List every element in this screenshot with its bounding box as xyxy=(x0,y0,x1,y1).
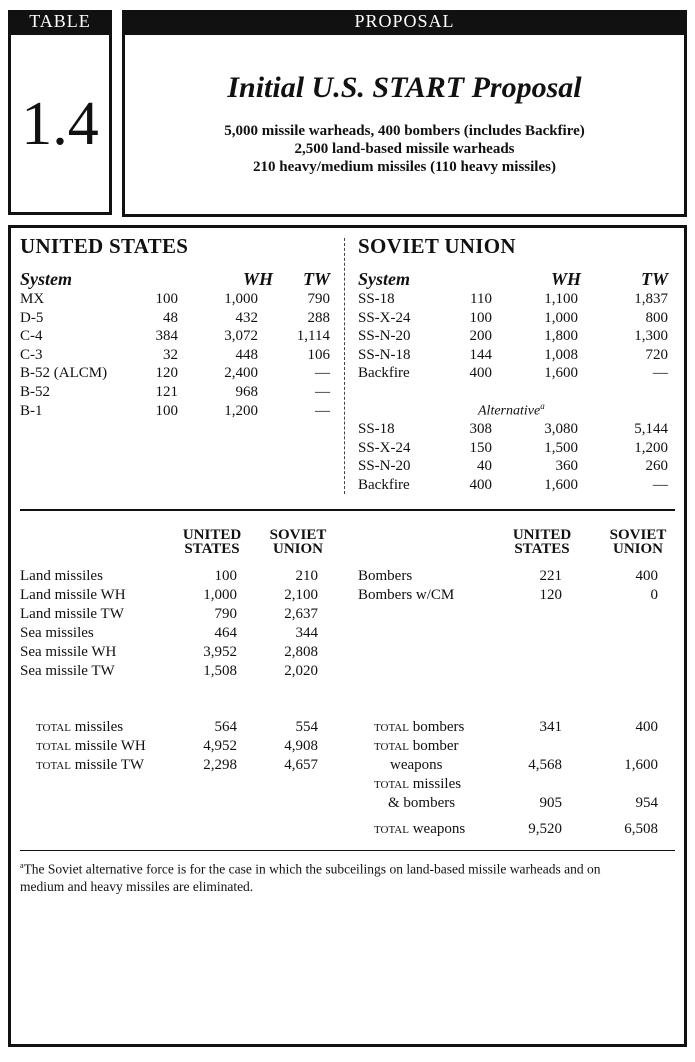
soviet-alt-system-tw: — xyxy=(653,476,668,493)
us-system-wh: 3,072 xyxy=(224,328,258,345)
summary-left-us: 100 xyxy=(214,568,237,584)
us-system-count: 32 xyxy=(163,346,178,363)
summary-left-su: 2,020 xyxy=(284,663,318,679)
soviet-alt-system-wh: 3,080 xyxy=(544,421,578,437)
us-system-count: 48 xyxy=(163,309,178,326)
us-system-system: MX xyxy=(20,291,45,307)
us-system-count: 120 xyxy=(155,365,178,382)
footnote-line-1-text: The Soviet alternative force is for the case in which the subceilings on land-based missile warheads and on xyxy=(23,861,601,877)
soviet-heading: SOVIET UNION xyxy=(358,234,516,258)
summary-left-us: 1,508 xyxy=(203,663,237,679)
soviet-col-tw: TW xyxy=(641,269,668,289)
total-word: total xyxy=(36,757,71,773)
summary-left-row xyxy=(20,643,330,662)
summary-left-us: 464 xyxy=(214,625,237,641)
us-system-count: 100 xyxy=(155,402,178,419)
total-bomber-weapons-label-1 xyxy=(374,737,459,756)
summary-left-total-su: 554 xyxy=(295,719,318,735)
us-system-wh: 448 xyxy=(235,346,258,363)
summary-left-su: 344 xyxy=(295,625,318,641)
total-missiles-bombers-us: 905 xyxy=(539,795,562,811)
soviet-system-wh: 1,600 xyxy=(544,365,578,382)
total-weapons-row xyxy=(374,820,658,839)
soviet-system-system: Backfire xyxy=(358,365,410,382)
summary-left-su: 2,100 xyxy=(284,587,318,603)
us-system-tw: 1,114 xyxy=(296,328,330,345)
summary-left-su-header xyxy=(258,528,338,556)
subtitle-line-3: 210 heavy/medium missiles (110 heavy missiles) xyxy=(253,159,556,175)
total-word: total xyxy=(36,719,71,735)
total-weapons-us: 9,520 xyxy=(528,821,562,837)
summary-left-total-label-text: missile WH xyxy=(74,738,146,754)
summary-left-us: 1,000 xyxy=(203,587,237,603)
soviet-system-tw: 1,837 xyxy=(634,291,668,307)
total-bombers-row xyxy=(374,718,658,737)
summary-left-total-row xyxy=(36,756,330,775)
summary-left-total-label-text: missile TW xyxy=(74,757,145,773)
soviet-system-system: SS-18 xyxy=(358,291,395,307)
total-missiles-bombers-su: 954 xyxy=(635,795,658,811)
soviet-col-system: System xyxy=(358,269,410,289)
summary-right-su: 400 xyxy=(635,568,658,584)
total-word: total xyxy=(374,719,409,735)
footnote-line-1 xyxy=(20,857,675,878)
summary-left-us-header-2: STATES xyxy=(184,541,240,557)
table-number-box xyxy=(8,32,112,215)
summary-left-total-label-text: missiles xyxy=(74,719,124,735)
total-weapons-label xyxy=(374,820,465,839)
us-system-wh: 1,000 xyxy=(224,291,258,307)
total-bombers-label-text: bombers xyxy=(412,719,465,735)
us-system-system: C-4 xyxy=(20,328,43,345)
soviet-system-tw: — xyxy=(653,365,668,382)
soviet-alt-system-tw: 260 xyxy=(645,458,668,475)
soviet-alt-system-system: SS-X-24 xyxy=(358,439,411,456)
us-system-row xyxy=(20,346,330,365)
total-bomber-weapons-row-2 xyxy=(374,756,658,775)
soviet-system-count: 100 xyxy=(469,309,492,326)
summary-left-label: Sea missile WH xyxy=(20,644,117,660)
summary-left-us-header-1: UNITED xyxy=(182,527,242,543)
proposal-box xyxy=(122,32,687,217)
summary-left-row xyxy=(20,586,330,605)
column-divider xyxy=(344,238,345,494)
soviet-column-headers xyxy=(358,270,668,292)
soviet-system-row xyxy=(358,327,668,346)
total-missiles-bombers-row-2 xyxy=(374,794,658,813)
summary-left-row xyxy=(20,567,330,586)
alternative-label xyxy=(478,401,545,420)
summary-right-su-header-1: SOVIET xyxy=(609,527,667,543)
soviet-system-row xyxy=(358,346,668,365)
page-title: Initial U.S. START Proposal xyxy=(227,71,582,104)
summary-right-row xyxy=(358,586,668,605)
us-system-count: 100 xyxy=(155,291,178,307)
us-system-tw: 106 xyxy=(307,346,330,363)
soviet-alt-system-system: SS-18 xyxy=(358,421,395,437)
soviet-alt-system-count: 40 xyxy=(477,458,492,475)
us-system-row xyxy=(20,364,330,383)
total-missiles-bombers-label-2: & bombers xyxy=(388,795,456,811)
total-bombers-us: 341 xyxy=(539,719,562,735)
us-system-system: B-52 (ALCM) xyxy=(20,365,108,382)
summary-left-label: Land missile WH xyxy=(20,587,126,603)
us-system-row xyxy=(20,290,330,309)
soviet-system-count: 110 xyxy=(470,291,492,307)
summary-left-su: 2,808 xyxy=(284,644,318,660)
us-system-row xyxy=(20,383,330,402)
us-system-count: 121 xyxy=(155,384,178,400)
total-word: total xyxy=(36,738,71,754)
soviet-system-wh: 1,000 xyxy=(544,309,578,326)
summary-left-row xyxy=(20,605,330,624)
soviet-system-count: 400 xyxy=(469,365,492,382)
soviet-system-system: SS-N-20 xyxy=(358,328,411,345)
summary-left-row xyxy=(20,624,330,643)
total-missiles-bombers-label-1-text: missiles xyxy=(412,776,462,792)
total-bomber-weapons-label-1-text: bomber xyxy=(412,738,459,754)
summary-right-label: Bombers xyxy=(358,568,413,584)
us-system-tw: — xyxy=(315,384,330,400)
us-system-tw: 288 xyxy=(307,309,330,326)
soviet-system-wh: 1,008 xyxy=(544,346,578,363)
us-col-wh: WH xyxy=(242,269,273,289)
summary-left-label: Land missiles xyxy=(20,568,103,584)
soviet-alt-system-tw: 1,200 xyxy=(634,439,668,456)
summary-right-us-header-2: STATES xyxy=(514,541,570,557)
section-rule xyxy=(20,509,675,511)
summary-right-us-header xyxy=(500,528,584,556)
summary-left-total-label xyxy=(36,756,144,775)
summary-left-total-us: 2,298 xyxy=(203,757,237,773)
soviet-alt-system-system: Backfire xyxy=(358,476,410,493)
us-system-row xyxy=(20,327,330,346)
us-system-row xyxy=(20,309,330,328)
us-system-system: B-1 xyxy=(20,402,43,419)
summary-left-us-header xyxy=(172,528,252,556)
us-system-wh: 1,200 xyxy=(224,402,258,419)
summary-left-su: 2,637 xyxy=(284,606,318,622)
summary-right-su-header-2: UNION xyxy=(612,541,663,557)
soviet-system-count: 200 xyxy=(469,328,492,345)
soviet-alt-system-system: SS-N-20 xyxy=(358,458,411,475)
summary-left-total-label xyxy=(36,718,123,737)
summary-left-label: Sea missiles xyxy=(20,625,94,641)
summary-right-us: 221 xyxy=(539,568,562,584)
alternative-footnote-marker: a xyxy=(540,401,545,411)
soviet-alt-system-wh: 360 xyxy=(555,458,578,475)
proposal-label: PROPOSAL xyxy=(122,10,687,32)
soviet-system-row xyxy=(358,290,668,309)
footnote-line-2: medium and heavy missiles are eliminated. xyxy=(20,878,254,894)
soviet-system-tw: 720 xyxy=(645,346,668,363)
soviet-alt-system-count: 308 xyxy=(469,421,492,437)
soviet-alt-system-count: 150 xyxy=(469,439,492,456)
summary-right-su: 0 xyxy=(650,587,658,603)
us-system-row xyxy=(20,402,330,421)
total-word: total xyxy=(374,776,409,792)
summary-left-total-row xyxy=(36,737,330,756)
us-system-system: C-3 xyxy=(20,346,43,363)
us-system-count: 384 xyxy=(155,328,178,345)
soviet-alt-system-wh: 1,500 xyxy=(544,439,578,456)
soviet-alt-system-row xyxy=(358,420,668,439)
soviet-alt-system-wh: 1,600 xyxy=(544,476,578,493)
summary-left-total-row xyxy=(36,718,330,737)
us-heading: UNITED STATES xyxy=(20,234,189,258)
summary-left-total-label xyxy=(36,737,146,756)
summary-left-total-us: 4,952 xyxy=(203,738,237,754)
total-bomber-weapons-row-1 xyxy=(374,737,658,756)
soviet-system-row xyxy=(358,364,668,383)
total-word: total xyxy=(374,821,409,837)
total-word: total xyxy=(374,738,409,754)
summary-left-su-header-2: UNION xyxy=(272,541,323,557)
table-label: TABLE xyxy=(8,10,112,32)
total-bomber-weapons-us: 4,568 xyxy=(528,757,562,773)
footnote-rule xyxy=(20,850,675,851)
us-column-headers xyxy=(20,270,330,292)
summary-left-label: Land missile TW xyxy=(20,606,124,622)
summary-right-su-header xyxy=(600,528,676,556)
total-bombers-su: 400 xyxy=(635,719,658,735)
us-col-tw: TW xyxy=(303,269,330,289)
soviet-alt-system-row xyxy=(358,476,668,495)
soviet-system-system: SS-X-24 xyxy=(358,309,411,326)
summary-left-total-us: 564 xyxy=(214,719,237,735)
soviet-alt-system-row xyxy=(358,457,668,476)
summary-right-label: Bombers w/CM xyxy=(358,587,455,603)
us-system-tw: — xyxy=(315,365,330,382)
us-system-system: B-52 xyxy=(20,384,50,400)
soviet-system-system: SS-N-18 xyxy=(358,346,411,363)
summary-left-row xyxy=(20,662,330,681)
soviet-alt-system-row xyxy=(358,439,668,458)
soviet-system-tw: 1,300 xyxy=(634,328,668,345)
summary-left-label: Sea missile TW xyxy=(20,663,115,679)
total-missiles-bombers-row-1 xyxy=(374,775,658,794)
soviet-col-wh: WH xyxy=(550,269,581,289)
table-number: 1.4 xyxy=(21,90,99,158)
soviet-alt-system-tw: 5,144 xyxy=(634,421,668,437)
soviet-system-wh: 1,800 xyxy=(544,328,578,345)
us-system-tw: 790 xyxy=(307,291,330,307)
footnote-marker: a xyxy=(20,861,24,870)
soviet-alt-system-count: 400 xyxy=(469,476,492,493)
total-bombers-label xyxy=(374,718,464,737)
soviet-system-count: 144 xyxy=(469,346,492,363)
total-bomber-weapons-label-2: weapons xyxy=(390,757,443,773)
summary-left-total-su: 4,908 xyxy=(284,738,318,754)
soviet-system-row xyxy=(358,309,668,328)
summary-left-su: 210 xyxy=(295,568,318,584)
soviet-system-wh: 1,100 xyxy=(544,291,578,307)
total-bomber-weapons-su: 1,600 xyxy=(624,757,658,773)
us-system-wh: 968 xyxy=(235,384,258,400)
summary-left-us: 790 xyxy=(214,606,237,622)
subtitle-line-2: 2,500 land-based missile warheads xyxy=(294,141,515,157)
summary-right-us: 120 xyxy=(539,587,562,603)
us-system-wh: 432 xyxy=(235,309,258,326)
summary-right-us-header-1: UNITED xyxy=(512,527,572,543)
footnote xyxy=(20,857,675,895)
us-system-wh: 2,400 xyxy=(224,365,258,382)
summary-left-total-su: 4,657 xyxy=(284,757,318,773)
alternative-label-text: Alternative xyxy=(478,403,541,419)
total-weapons-label-text: weapons xyxy=(412,821,466,837)
total-missiles-bombers-label-1 xyxy=(374,775,461,794)
soviet-system-tw: 800 xyxy=(645,309,668,326)
us-system-system: D-5 xyxy=(20,309,44,326)
us-col-system: System xyxy=(20,269,72,289)
summary-right-row xyxy=(358,567,668,586)
total-weapons-su: 6,508 xyxy=(624,821,658,837)
summary-left-us: 3,952 xyxy=(203,644,237,660)
summary-left-su-header-1: SOVIET xyxy=(269,527,327,543)
subtitle-line-1: 5,000 missile warheads, 400 bombers (includes Backfire) xyxy=(224,123,585,139)
us-system-tw: — xyxy=(315,402,330,419)
